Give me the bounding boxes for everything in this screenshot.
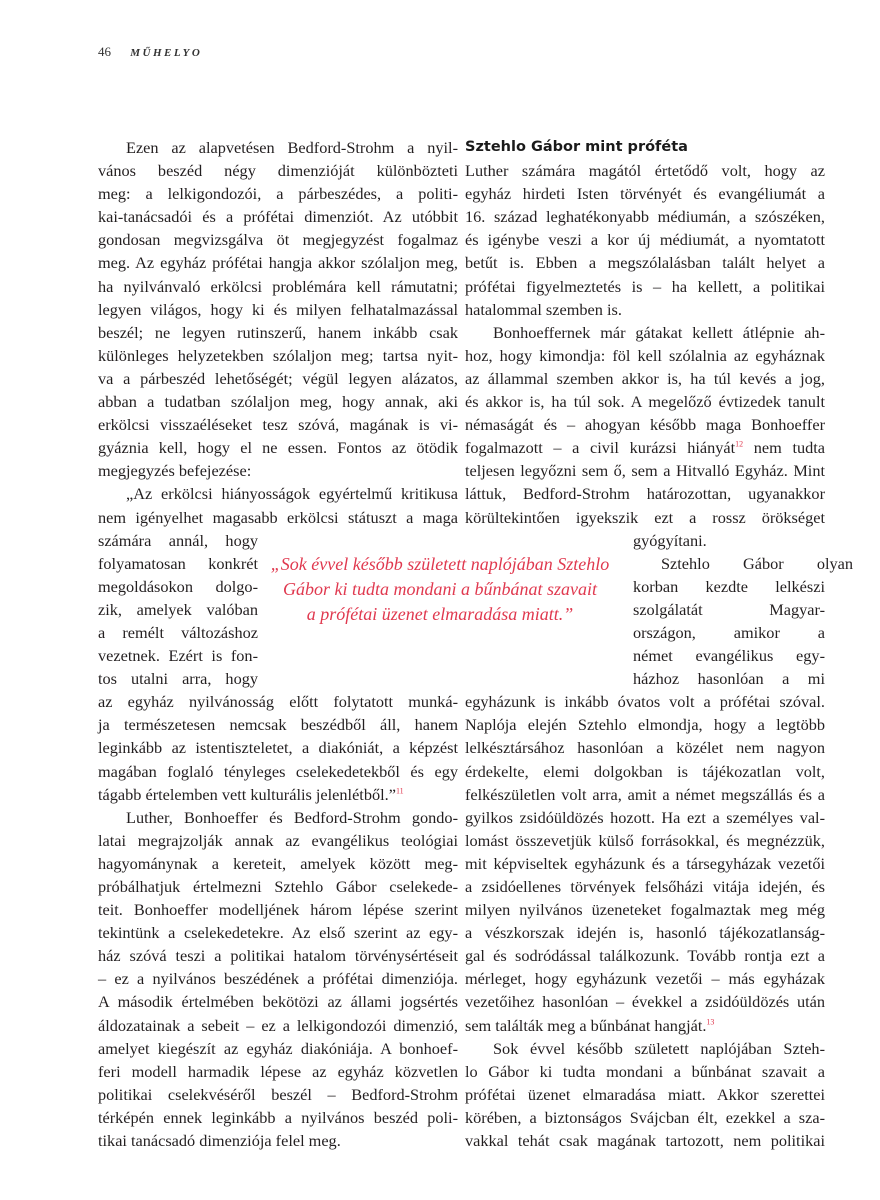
- pull-quote-line: Gábor ki tudta mondani a bűnbánat szavait: [283, 579, 597, 599]
- footnote-marker[interactable]: 11: [395, 786, 404, 796]
- text-line: vános beszéd négy dimenzióját különbözteti: [98, 161, 458, 181]
- right-column: [465, 136, 853, 1152]
- text-line: gyáznia kell, hogy el ne essen. Fontos az ötödik: [98, 438, 458, 458]
- quote-line: az egyház nyilvánosság előtt folytatott munká-: [98, 692, 458, 712]
- text-line: vakkal tehát csak magának tartozott, nem politikai: [465, 1131, 825, 1151]
- text-segment: nem tudta: [753, 438, 825, 458]
- quote-line: vezetnek. Ezért is fon-: [98, 646, 258, 666]
- text-line: latai megrajzolják annak az evangélikus teológiai: [98, 830, 458, 850]
- text-segment: fogalmazott – a civil kurázsi hiányát: [465, 438, 736, 458]
- text-line: Luther számára magától értetődő volt, hogy az: [465, 161, 825, 181]
- quote-line: leginkább az istentiszteletet, a diakóniát, a képzést: [98, 738, 458, 758]
- text-line: tekintünk a cselekedetekre. Az első szerint az egy-: [98, 923, 458, 943]
- text-line: feri modell harmadik lépese az egyház közvetlen: [98, 1061, 458, 1081]
- text-line: gyógyítani.: [633, 530, 707, 550]
- text-line: Naplója elején Sztehlo elmondja, hogy a legtöbb: [465, 715, 825, 735]
- text-line: vezetőihez hasonlóan – évekkel a zsidóüldözés után: [465, 992, 825, 1012]
- text-line: lelkésztársához hasonlóan a közélet nem nagyon: [465, 738, 825, 758]
- text-line: beszél; ne legyen rutinszerű, hanem inkább csak: [98, 322, 458, 342]
- text-line: lo Gábor ki tudta mondani a bűnbánat szavait a: [465, 1061, 825, 1081]
- text-line: hoz, hogy kimondja: föl kell szólalnia az egyháznak: [465, 345, 825, 365]
- text-line: körében, a biztonságos Svájcban élt, ezekkel a sza-: [465, 1107, 825, 1127]
- text-line: 16. század leghatékonyabb médiumán, a szószéken,: [465, 207, 825, 227]
- quote-line-end: [98, 783, 458, 806]
- footnote-marker[interactable]: 12: [735, 439, 744, 449]
- text-line: hatalommal szemben is.: [465, 299, 622, 319]
- text-line: legyen világos, hogy ki és milyen felhatalmazással: [98, 299, 458, 319]
- text-line: láttuk, Bedford-Strohm határozottan, ugyanakkor: [465, 484, 825, 504]
- text-line: Luther, Bonhoeffer és Bedford-Strohm gondo-: [126, 807, 458, 827]
- text-line: megjegyzés befejezése:: [98, 461, 252, 481]
- text-line: némaságát és – ahogyan később maga Bonhoeffer: [465, 415, 825, 435]
- text-line: erkölcsi visszaéléseket tesz szóvá, magának is vi-: [98, 415, 458, 435]
- pull-quote-line: a prófétai üzenet elmaradása miatt.”: [306, 604, 574, 624]
- quote-line: nem igényelhet magasabb erkölcsi státuszt a maga: [98, 507, 458, 527]
- text-line: va a párbeszéd lehetőségét; végül legyen alázatos,: [98, 368, 458, 388]
- text-line: A második értelmében bekötözi az állami jogsértés: [98, 992, 458, 1012]
- text-line: a zsidóellenes törvények felsőházi vitája idején, és: [465, 877, 825, 896]
- text-line: Sztehlo Gábor olyan: [661, 553, 853, 573]
- text-line: tikai tanácsadó dimenziója felel meg.: [98, 1131, 341, 1151]
- text-line: teit. Bonhoeffer modelljének három lépése szerint: [98, 900, 458, 920]
- text-line: Sok évvel később született naplójában Szteh-: [493, 1038, 825, 1058]
- text-line: különleges helyzetekben szólaljon meg; tartsa nyit-: [98, 345, 458, 365]
- text-line: milyen nyilvános üzeneteket fogalmaztak meg még: [465, 900, 825, 920]
- text-line: meg: a lelkigondozói, a párbeszédes, a politi-: [98, 184, 458, 204]
- section-heading: Sztehlo Gábor mint próféta: [465, 139, 688, 155]
- text-line: német evangélikus egy-: [633, 646, 825, 666]
- text-line: kai-tanácsadói és a prófétai dimenziót. Az utóbbit: [98, 207, 458, 227]
- text-line: lomást összevetjük külső forrásokkal, és megnézzük,: [465, 830, 825, 850]
- text-line: prófétai figyelmeztetés is – ha kellett, a politikai: [465, 276, 825, 296]
- text-line: gal és sodródással találkozunk. Tovább rontja ezt a: [465, 946, 825, 966]
- text-line: szolgálatát Magyar-: [633, 599, 825, 619]
- text-line-with-footnote: [465, 436, 825, 459]
- text-line: meg. Az egyház prófétai hangja akkor szólaljon meg,: [98, 253, 458, 273]
- text-line: Bonhoeffernek már gátakat kellett átlépnie ah-: [493, 322, 825, 342]
- text-line: hagyománynak a kereteit, amelyek között meg-: [98, 853, 458, 873]
- text-line: gondosan megvizsgálva öt megjegyzést fogalmaz: [98, 230, 458, 250]
- quote-line: a remélt változáshoz: [98, 622, 258, 642]
- text-line: próbálhatjuk értelmezni Sztehlo Gábor cselekede-: [98, 877, 458, 896]
- text-line-with-footnote: [465, 1014, 825, 1037]
- left-column: [98, 136, 458, 1152]
- quote-line: ja természetesen nemcsak beszédből áll, hanem: [98, 715, 458, 735]
- text-line: egyházunk is inkább óvatos volt a prófétai szóval.: [465, 692, 825, 712]
- text-line: érdekelte, elemi dolgokban is tájékozatlan volt,: [465, 761, 825, 781]
- running-head: [98, 44, 202, 60]
- quote-line: folyamatosan konkrét: [98, 553, 258, 573]
- text-line: politikai cselekvéséről beszél – Bedford-Strohm: [98, 1084, 458, 1104]
- page-number: 46: [98, 44, 111, 59]
- text-line: ha nyilvánvaló erkölcsi problémára kell rámutatni;: [98, 276, 458, 296]
- text-line: házhoz hasonlóan a mi: [633, 669, 825, 689]
- text-line: országon, amikor a: [633, 622, 825, 642]
- text-line: abban a tudatban szólaljon meg, hogy annak, aki: [98, 392, 458, 412]
- text-line: amelyet kiegészít az egyház diakóniája. A bonhoef-: [98, 1038, 458, 1058]
- text-line: ház szóvá teszi a politikai hatalom törvénysértéseit: [98, 946, 458, 966]
- text-line: mit képviseltek egyházunk és a társegyházak vezetői: [465, 853, 825, 873]
- text-line: Ezen az alapvetésen Bedford-Strohm a nyil-: [126, 138, 458, 157]
- text-line: körültekintően igyekszik ezt a rossz örökséget: [465, 507, 825, 527]
- quote-line: magában foglaló tényleges cselekedetekből és egy: [98, 761, 458, 781]
- text-line: és igénybe veszi a kor új médiumát, a nyomtatott: [465, 230, 825, 250]
- text-line: a vészkorszak idején is, hasonló tájékozatlanság-: [465, 923, 825, 943]
- quote-line: zik, amelyek valóban: [98, 599, 258, 619]
- text-line: az állammal szemben akkor is, ha túl kevés a jog,: [465, 368, 825, 388]
- quote-line: „Az erkölcsi hiányosságok egyértelmű kritikusa: [126, 484, 458, 504]
- text-line: és akkor is, ha túl sok. A megelőző évtizedek tanult: [465, 392, 825, 412]
- text-line: felkészületlen volt arra, amit a német megszállás és a: [465, 784, 825, 804]
- text-line: térképén ennek leginkább a nyilvános beszéd poli-: [98, 1107, 458, 1127]
- text-line: teljesen legyőzni sem ő, sem a Hitvalló Egyház. Mint: [465, 461, 825, 481]
- text-line: betűt is. Ebben a megszólalásban talált helyet a: [465, 253, 825, 273]
- quote-line: tos utalni arra, hogy: [98, 669, 258, 689]
- section-title: MŰHELYO: [130, 47, 203, 59]
- text-line: áldozatainak a sebeit – ez a lelkigondozói dimenzió,: [98, 1015, 458, 1035]
- quote-line: számára annál, hogy: [98, 530, 258, 550]
- text-line: korban kezdte lelkészi: [633, 576, 825, 596]
- footnote-marker[interactable]: 13: [706, 1017, 715, 1027]
- quote-line-text: tágabb értelemben vett kulturális jelenlétből.”: [98, 784, 396, 804]
- text-line: – ez a nyilvános beszédének a prófétai dimenziója.: [98, 969, 458, 989]
- pull-quote-line: „Sok évvel később született naplójában Sztehlo: [270, 554, 610, 574]
- text-line: mérleget, hogy egyházunk vezetői – más egyházak: [465, 969, 825, 989]
- text-line: gyilkos zsidóüldözés hozott. Ha ezt a személyes val-: [465, 807, 825, 827]
- text-line: egyház hirdeti Isten törvényét és evangéliumát a: [465, 184, 825, 204]
- text-line: prófétai üzenet elmaradása miatt. Akkor szerettei: [465, 1084, 825, 1104]
- quote-line: megoldásokon dolgo-: [98, 576, 258, 596]
- text-segment: sem találták meg a bűnbánat hangját.: [465, 1015, 707, 1035]
